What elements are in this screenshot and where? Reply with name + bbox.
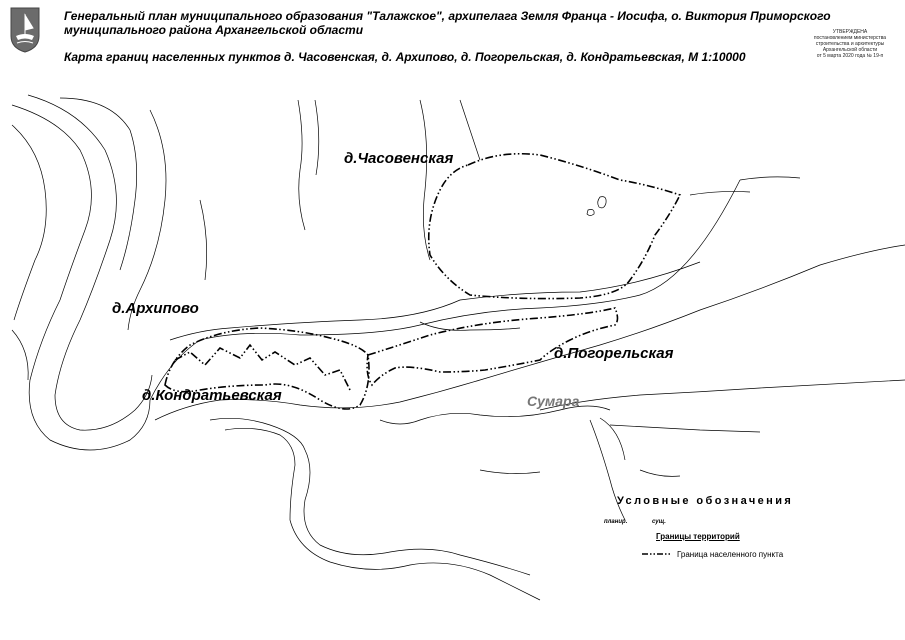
legend-title: Условные обозначения — [617, 495, 794, 507]
label-pogorelskaya: д.Погорельская — [554, 345, 674, 362]
label-river-sumara: Сумара — [527, 393, 580, 409]
settlement-boundaries — [165, 154, 680, 409]
boundary-chasovenskaya — [429, 154, 680, 299]
approval-line: УТВЕРЖДЕНА — [832, 29, 868, 35]
page-title: Генеральный план муниципального образования "Талажское", архипелага Земля Франца - Иосифа, о. Виктория Приморского муниципального района Архангельской области — [64, 9, 831, 37]
approval-line: от 5 марта 2020 года № 19-п — [816, 53, 884, 59]
legend-section-title: Границы территорий — [656, 532, 740, 541]
legend-col-planned: планир. — [604, 519, 628, 525]
approval-line: Архангельской области — [822, 47, 878, 53]
label-arkhipovo: д.Архипово — [112, 300, 199, 317]
legend-boundary-line-icon — [642, 548, 672, 560]
map-linework — [12, 95, 905, 600]
legend-col-existing: сущ. — [652, 519, 666, 525]
boundary-inner — [175, 345, 350, 390]
map-subtitle: Карта границ населенных пунктов д. Часовенская, д. Архипово, д. Погорельская, д. Кондратьевская, М 1:10000 — [64, 50, 746, 64]
approval-line: строительства и архитектуры — [815, 41, 885, 47]
legend-item-boundary: Граница населенного пункта — [677, 550, 784, 559]
approval-line: постановлением министерства — [813, 35, 887, 41]
label-chasovenskaya: д.Часовенская — [344, 150, 454, 167]
label-kondratyevskaya: д.Кондратьевская — [142, 387, 282, 404]
